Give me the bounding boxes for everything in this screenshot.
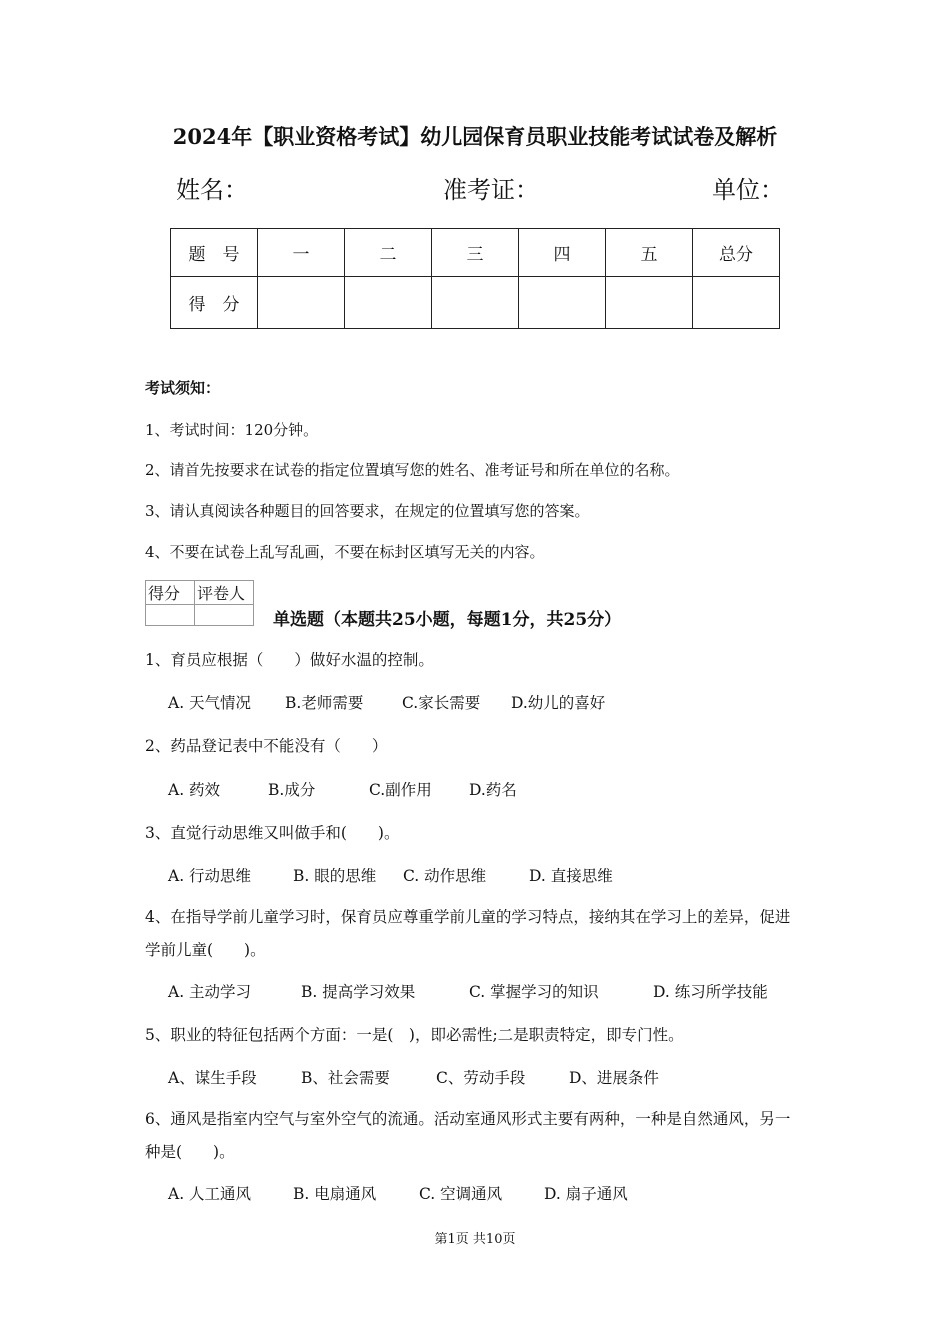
question-option[interactable]: B. 提高学习效果	[301, 983, 416, 1001]
question-option[interactable]: B.成分	[268, 781, 316, 799]
score-entry-cell[interactable]	[432, 277, 519, 329]
note-item: 3、请认真阅读各种题目的回答要求，在规定的位置填写您的答案。	[145, 502, 590, 520]
section-title: 单选题（本题共25小题，每题1分，共25分）	[273, 610, 622, 630]
exam-id-label: 准考证：	[443, 176, 539, 204]
question-option[interactable]: C. 空调通风	[419, 1185, 503, 1203]
question-option[interactable]: A、谋生手段	[168, 1069, 257, 1087]
score-header-cell: 题 号	[171, 229, 258, 277]
question-option[interactable]: B.老师需要	[285, 694, 364, 712]
score-entry-cell[interactable]	[519, 277, 606, 329]
name-label: 姓名：	[176, 176, 248, 204]
score-header-cell: 三	[432, 229, 519, 277]
question-option[interactable]: C.家长需要	[402, 694, 481, 712]
question-option[interactable]: D. 扇子通风	[544, 1185, 628, 1203]
score-table-header-row	[171, 229, 780, 277]
question-stem: 3、直觉行动思维又叫做手和( )。	[145, 824, 400, 842]
question-stem: 1、育员应根据（ ）做好水温的控制。	[145, 651, 434, 669]
note-item: 2、请首先按要求在试卷的指定位置填写您的姓名、准考证号和所在单位的名称。	[145, 461, 680, 479]
score-header-cell: 五	[606, 229, 693, 277]
question-option[interactable]: B. 电扇通风	[293, 1185, 377, 1203]
grader-score-label: 得分	[146, 581, 195, 605]
question-option[interactable]: C. 动作思维	[403, 867, 487, 885]
question-stem: 5、职业的特征包括两个方面：一是( )，即必需性;二是职责特定，即专门性。	[145, 1026, 684, 1044]
score-header-cell: 四	[519, 229, 606, 277]
score-entry-cell[interactable]	[258, 277, 345, 329]
question-option[interactable]: C、劳动手段	[436, 1069, 526, 1087]
score-header-cell: 总分	[693, 229, 780, 277]
question-option[interactable]: D. 直接思维	[529, 867, 613, 885]
question-option[interactable]: D、进展条件	[569, 1069, 659, 1087]
question-option[interactable]: D. 练习所学技能	[653, 983, 768, 1001]
score-header-cell: 一	[258, 229, 345, 277]
score-entry-cell[interactable]	[606, 277, 693, 329]
question-option[interactable]: B. 眼的思维	[293, 867, 377, 885]
question-stem: 4、在指导学前儿童学习时，保育员应尊重学前儿童的学习特点，接纳其在学习上的差异，促进学前儿童( )。	[145, 908, 791, 959]
grader-name-label: 评卷人	[195, 581, 254, 605]
score-table-score-row	[171, 277, 780, 329]
page-title: 2024年【职业资格考试】幼儿园保育员职业技能考试试卷及解析	[172, 124, 778, 149]
grader-table	[145, 580, 254, 626]
score-row-label: 得 分	[171, 277, 258, 329]
score-table	[170, 228, 780, 329]
question-stem: 6、通风是指室内空气与室外空气的流通。活动室通风形式主要有两种，一种是自然通风，另一种是( )。	[145, 1110, 791, 1161]
page-number: 第1页 共10页	[434, 1232, 516, 1247]
notes-heading: 考试须知：	[145, 379, 221, 397]
question-option[interactable]: C.副作用	[369, 781, 432, 799]
question-option[interactable]: A. 人工通风	[168, 1185, 252, 1203]
question-option[interactable]: A. 药效	[168, 781, 221, 799]
question-option[interactable]: A. 行动思维	[168, 867, 252, 885]
question-option[interactable]: D.药名	[469, 781, 517, 799]
question-option[interactable]: A. 主动学习	[168, 983, 252, 1001]
question-option[interactable]: D.幼儿的喜好	[511, 694, 606, 712]
question-option[interactable]: B、社会需要	[301, 1069, 390, 1087]
note-item: 1、考试时间：120分钟。	[145, 421, 319, 439]
score-header-cell: 二	[345, 229, 432, 277]
question-option[interactable]: A. 天气情况	[168, 694, 252, 712]
question-stem: 2、药品登记表中不能没有（ ）	[145, 737, 388, 755]
note-item: 4、不要在试卷上乱写乱画，不要在标封区填写无关的内容。	[145, 543, 545, 561]
score-entry-cell[interactable]	[693, 277, 780, 329]
unit-label: 单位：	[712, 176, 784, 204]
question-option[interactable]: C. 掌握学习的知识	[469, 983, 599, 1001]
grader-name-cell[interactable]	[195, 605, 254, 626]
score-entry-cell[interactable]	[345, 277, 432, 329]
grader-score-cell[interactable]	[146, 605, 195, 626]
